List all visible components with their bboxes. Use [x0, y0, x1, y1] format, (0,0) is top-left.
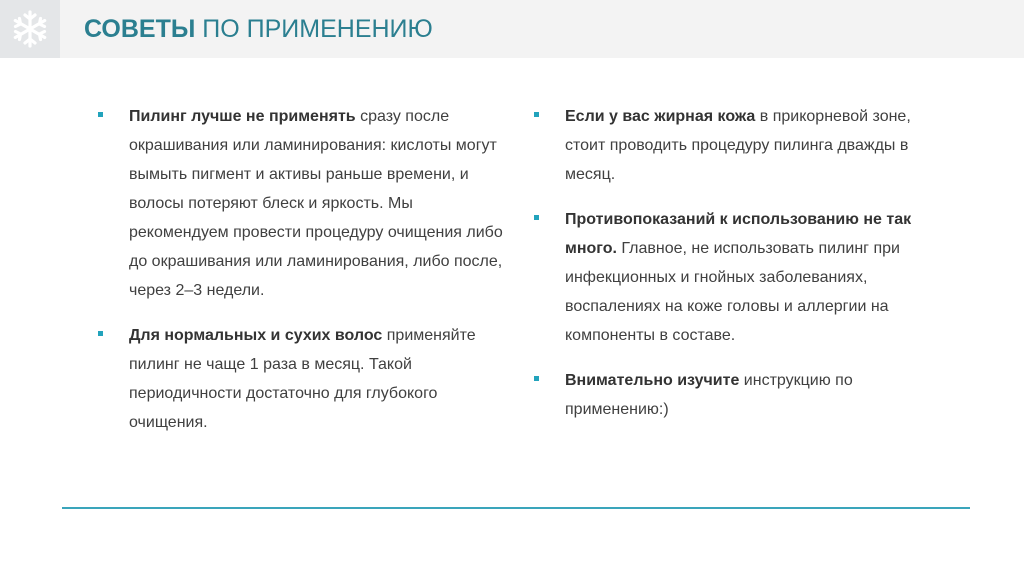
- left-column: [98, 102, 508, 453]
- list-item: [534, 366, 954, 424]
- title-bold: СОВЕТЫ: [84, 15, 196, 43]
- list-item: [98, 321, 508, 437]
- list-item: [534, 205, 954, 350]
- list-item-bold: Если у вас жирная кожа: [565, 108, 756, 125]
- right-column: [534, 102, 954, 440]
- page-title: [84, 14, 433, 44]
- bullet-marker: [98, 112, 103, 117]
- list-item: [534, 102, 954, 189]
- list-item-bold: Внимательно изучите: [565, 372, 740, 389]
- list-item-text: Главное, не использовать пилинг при инфекционных и гнойных заболеваниях, воспалениях на коже головы и аллергии на компоненты в составе.: [565, 240, 900, 344]
- list-item-text: в прикорневой зоне, стоит проводить процедуру пилинга дважды в месяц.: [565, 108, 911, 183]
- list-item-text: сразу после окрашивания или ламинирования: кислоты могут вымыть пигмент и активы раньше времени, и волосы потеряют блеск и яркость. Мы рекомендуем провести процедуру очищения либо до окрашивания или ламинирования, либо после, через 2–3 недели.: [129, 108, 503, 299]
- bottom-divider: [62, 507, 970, 509]
- list-item-bold: Для нормальных и сухих волос: [129, 327, 383, 344]
- list-item-text: применяйте пилинг не чаще 1 раза в месяц. Такой периодичности достаточно для глубокого очищения.: [129, 327, 476, 431]
- list-item-bold: Пилинг лучше не применять: [129, 108, 356, 125]
- bullet-marker: [98, 331, 103, 336]
- list-item-bold: Противопоказаний к использованию не так много.: [565, 211, 912, 257]
- list-item-text: инструкцию по применению:): [565, 372, 853, 418]
- logo-box: [0, 0, 60, 58]
- snowflake-icon: [9, 8, 51, 50]
- list-item: [98, 102, 508, 305]
- title-rest: ПО ПРИМЕНЕНИЮ: [195, 15, 433, 43]
- bullet-marker: [534, 112, 539, 117]
- bullet-marker: [534, 376, 539, 381]
- bullet-marker: [534, 215, 539, 220]
